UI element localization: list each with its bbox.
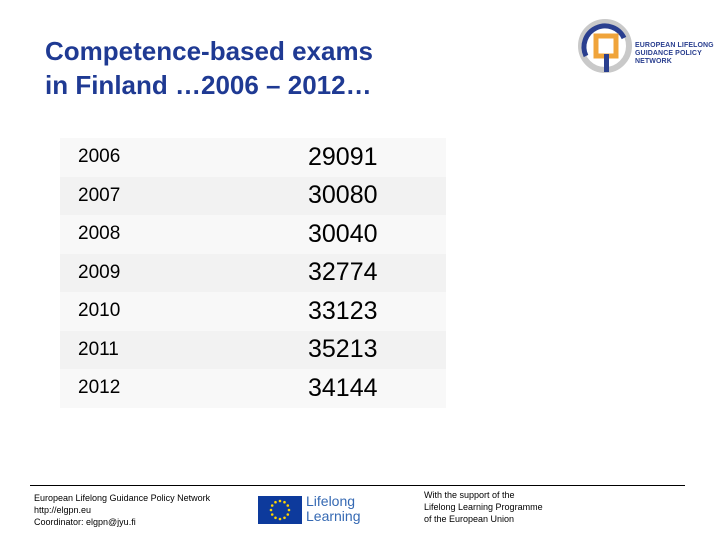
footer-contact (34, 492, 210, 528)
year-cell: 2006 (60, 138, 294, 177)
year-cell: 2011 (60, 331, 294, 370)
table-row (60, 177, 446, 216)
lifelong-learning-logo (258, 494, 363, 526)
footer-divider (30, 485, 685, 486)
table-row (60, 369, 446, 408)
table-row (60, 254, 446, 293)
count-cell: 35213 (294, 331, 446, 370)
count-cell: 34144 (294, 369, 446, 408)
count-cell: 30080 (294, 177, 446, 216)
table-row (60, 331, 446, 370)
slide-title-line-2: in Finland …2006 – 2012… (45, 70, 372, 100)
programme-line-1: Lifelong (306, 493, 356, 509)
elgpn-logo-text (635, 42, 714, 66)
year-cell: 2010 (60, 292, 294, 331)
count-cell: 30040 (294, 215, 446, 254)
eu-flag-icon (258, 496, 302, 524)
logo-line-1: EUROPEAN LIFELONG (635, 42, 714, 49)
support-line-2: Lifelong Learning Programme (424, 502, 543, 512)
slide-title-line-1: Competence-based exams (45, 36, 374, 66)
programme-line-2: Learning (306, 508, 361, 524)
slide-title (45, 34, 565, 102)
year-cell: 2008 (60, 215, 294, 254)
table-row (60, 138, 446, 177)
count-cell: 33123 (294, 292, 446, 331)
support-line-1: With the support of the (424, 490, 515, 500)
table-row (60, 215, 446, 254)
network-url: http://elgpn.eu (34, 505, 92, 515)
network-name: European Lifelong Guidance Policy Network (34, 493, 211, 503)
year-cell: 2009 (60, 254, 294, 293)
programme-name (306, 494, 361, 524)
year-cell: 2012 (60, 369, 294, 408)
elgpn-logo (578, 16, 714, 76)
count-cell: 29091 (294, 138, 446, 177)
year-cell: 2007 (60, 177, 294, 216)
eu-support-note (424, 489, 543, 525)
table-row (60, 292, 446, 331)
exam-count-table (60, 138, 446, 408)
coordinator-email: Coordinator: elgpn@jyu.fi (34, 517, 136, 527)
logo-line-2: GUIDANCE POLICY (635, 50, 702, 57)
logo-line-3: NETWORK (635, 58, 672, 65)
support-line-3: of the European Union (424, 514, 515, 524)
count-cell: 32774 (294, 254, 446, 293)
